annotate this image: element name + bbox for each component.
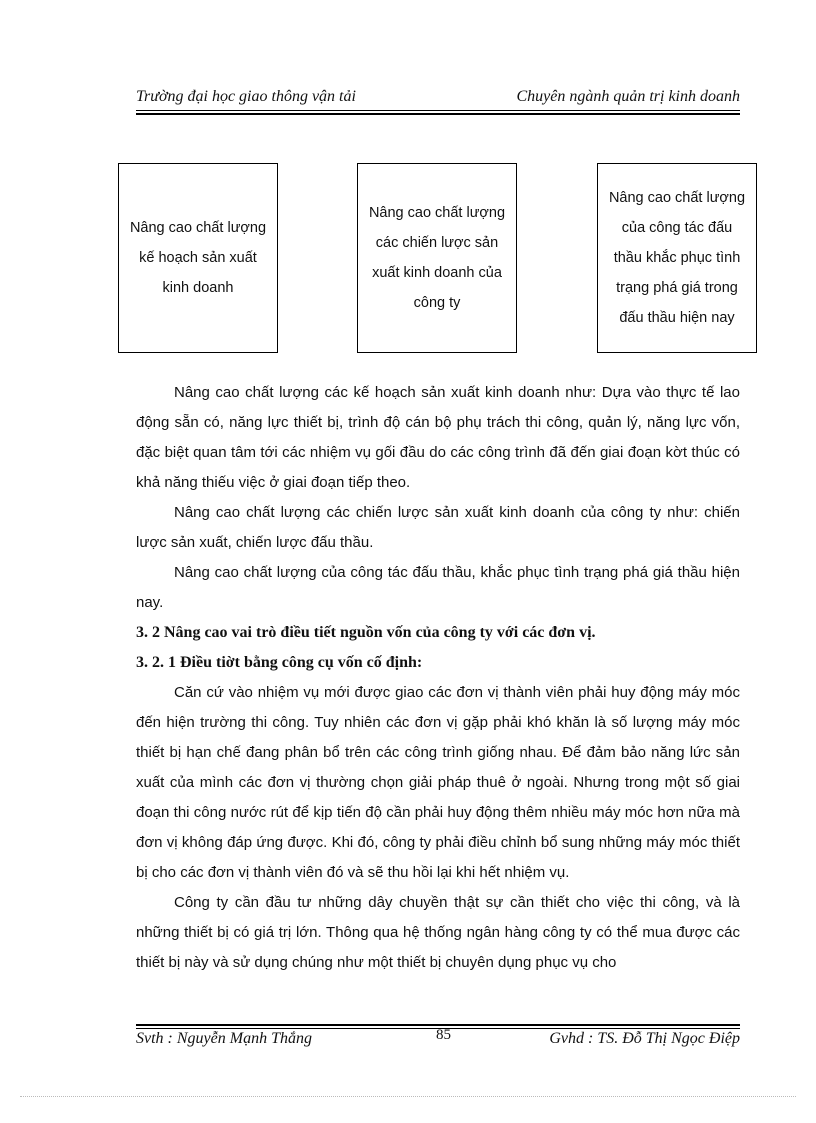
header-major: Chuyên ngành quản trị kinh doanh [516,88,740,105]
diagram-box-plan [118,163,278,353]
section-heading: 3. 2 Nâng cao vai trò điều tiết nguồn vốn của công ty với các đơn vị. [136,624,596,641]
paragraph: Căn cứ vào nhiệm vụ mới được giao các đơn vị thành viên phải huy động máy móc đến hiện trường thi công. Tuy nhiên các đơn vị gặp phải khó khăn là số lượng máy móc thiết bị hạn chế đang phân bổ trên các công trình giống nhau. Để đảm bảo năng lức sản xuất của mình các đơn vị thường chọn giải pháp thuê ở ngoài. Nhưng trong một số giai đoạn thi công nước rút để kịp tiến độ cần phải huy động thêm nhiều máy móc hơn nữa mà đơn vị không đáp ứng được. Khi đó, công ty phải điều chỉnh bổ sung những máy móc thiết bị cho các đơn vị thành viên đó và sẽ thu hồi lại khi hết nhiệm vụ. [136,684,740,881]
diagram-box-bidding [597,163,757,353]
header-school: Trường đại học giao thông vận tải [136,88,356,105]
body-text [136,378,740,978]
paragraph: Nâng cao chất lượng các kế hoạch sản xuất kinh doanh như: Dựa vào thực tế lao động sẵn có, năng lực thiết bị, trình độ cán bộ phụ trách thi công, quản lý, năng lực vốn, đặc biệt quan tâm tới các nhiệm vụ gối đầu do các công trình đã đến giai đoạn kờt thúc có khả năng thiếu việc ở giai đoạn tiếp theo. [136,384,740,491]
diagram-box-text: Nâng cao chất lượng của công tác đấu thầu khắc phục tình trạng phá giá trong đấu thầu hiện nay [608,190,746,326]
page-header [136,88,740,110]
page-edge-divider [20,1096,796,1097]
subsection-heading: 3. 2. 1 Điều tiờt bằng công cụ vốn cố định: [136,654,423,671]
header-rule-thick [136,113,740,115]
diagram-box-text: Nâng cao chất lượng kế hoạch sản xuất kinh doanh [129,220,267,296]
header-rule [136,110,740,111]
paragraph: Công ty cần đầu tư những dây chuyền thật sự cần thiết cho việc thi công, và là những thiết bị có giá trị lớn. Thông qua hệ thống ngân hàng công ty có thể mua được các thiết bị này và sử dụng chúng như một thiết bị chuyên dụng phục vụ cho [136,894,740,971]
diagram-box-strategy [357,163,517,353]
footer-rule-thick [136,1024,740,1026]
paragraph: Nâng cao chất lượng các chiến lược sản xuất kinh doanh của công ty như: chiến lược sản xuất, chiến lược đấu thầu. [136,504,740,551]
paragraph: Nâng cao chất lượng của công tác đấu thầu, khắc phục tình trạng phá giá thầu hiện nay. [136,564,740,611]
footer-advisor: Gvhd : TS. Đỗ Thị Ngọc Điệp [549,1030,740,1047]
diagram-box-text: Nâng cao chất lượng các chiến lược sản xuất kinh doanh của công ty [368,205,506,311]
page-footer [136,1027,740,1054]
footer-student: Svth : Nguyễn Mạnh Thắng [136,1030,312,1047]
page-number: 85 [436,1027,451,1043]
